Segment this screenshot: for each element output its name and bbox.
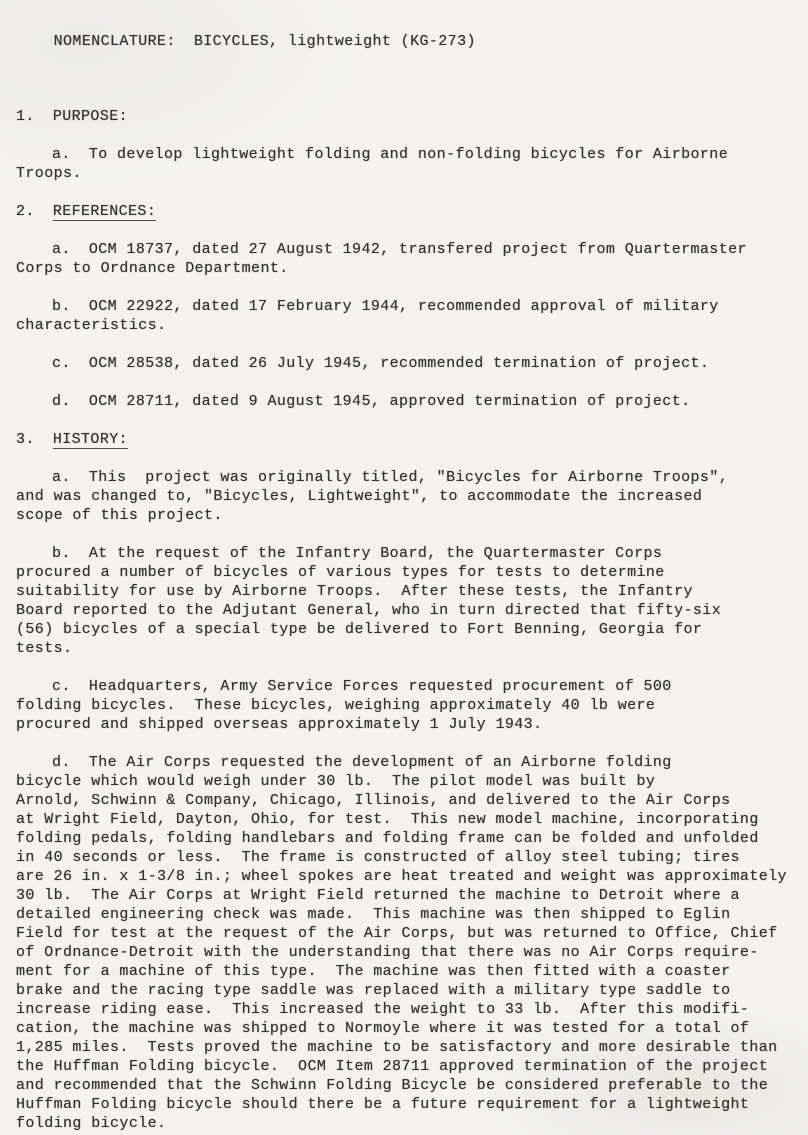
section-heading: HISTORY: (52, 431, 129, 448)
line-text: Corps to Ordnance Department. (16, 260, 289, 277)
paragraph-label: a. (52, 469, 71, 486)
paragraph-references-b (16, 297, 794, 335)
section-number: 3. (16, 431, 35, 448)
nomenclature-value: BICYCLES, lightweight (KG-273) (193, 33, 476, 50)
text-line (16, 392, 794, 411)
line-text: the Huffman Folding bicycle. OCM Item 28711 approved termination of the project (16, 1058, 769, 1075)
text-line (16, 1076, 794, 1095)
text-line (16, 487, 794, 506)
paragraph-history-c (16, 677, 794, 734)
text-line (16, 772, 794, 791)
section-history (16, 430, 794, 1133)
paragraph-history-b (16, 544, 794, 658)
line-text: characteristics. (16, 317, 167, 334)
line-text: and recommended that the Schwinn Folding Bicycle be considered preferable to the (16, 1077, 769, 1094)
line-text: scope of this project. (16, 507, 223, 524)
section-references (16, 202, 794, 411)
line-text: The Air Corps requested the development of an Airborne folding (88, 754, 672, 771)
text-line (16, 582, 794, 601)
text-line (16, 259, 794, 278)
line-text: at Wright Field, Dayton, Ohio, for test. This new model machine, incorporating (16, 811, 759, 828)
text-line (16, 297, 794, 316)
line-text: and was changed to, "Bicycles, Lightweight", to accommodate the increased (16, 488, 703, 505)
paragraph-purpose-a (16, 145, 794, 183)
line-text: folding pedals, folding handlebars and folding frame can be folded and unfolded (16, 830, 759, 847)
line-text: procured a number of bicycles of various types for tests to determine (16, 564, 665, 581)
section-purpose (16, 107, 794, 183)
text-line (16, 164, 794, 183)
paragraph-history-a (16, 468, 794, 525)
section-heading: REFERENCES: (52, 203, 157, 220)
text-line (16, 696, 794, 715)
text-line (16, 620, 794, 639)
paragraph-label: b. (52, 545, 71, 562)
document-body (16, 107, 794, 1133)
text-line (16, 677, 794, 696)
paragraph-label: a. (52, 146, 71, 163)
line-text: ment for a machine of this type. The machine was then fitted with a coaster (16, 963, 731, 980)
text-line (16, 563, 794, 582)
text-line (16, 240, 794, 259)
paragraph-label: d. (52, 393, 71, 410)
line-text: OCM 22922, dated 17 February 1944, recommended approval of military (88, 298, 719, 315)
paragraph-label: b. (52, 298, 71, 315)
line-text: Arnold, Schwinn & Company, Chicago, Illinois, and delivered to the Air Corps (16, 792, 731, 809)
text-line (16, 943, 794, 962)
line-text: At the request of the Infantry Board, the Quartermaster Corps (88, 545, 663, 562)
nomenclature-line (16, 13, 794, 70)
text-line (16, 1038, 794, 1057)
text-line (16, 145, 794, 164)
text-line (16, 1019, 794, 1038)
line-text: in 40 seconds or less. The frame is constructed of alloy steel tubing; tires (16, 849, 740, 866)
paragraph-label: c. (52, 355, 71, 372)
text-line (16, 1057, 794, 1076)
text-line (16, 1000, 794, 1019)
section-heading-line (16, 430, 794, 449)
text-line (16, 810, 794, 829)
line-text: of Ordnance-Detroit with the understanding that there was no Air Corps require- (16, 944, 759, 961)
line-text: OCM 28711, dated 9 August 1945, approved termination of project. (88, 393, 691, 410)
line-text: This project was originally titled, "Bicycles for Airborne Troops", (88, 469, 729, 486)
line-text: Field for test at the request of the Air Corps, but was returned to Office, Chief (16, 925, 778, 942)
paragraph-label: a. (52, 241, 71, 258)
text-line (16, 791, 794, 810)
text-line (16, 886, 794, 905)
section-heading-line (16, 107, 794, 126)
paragraph-references-a (16, 240, 794, 278)
text-line (16, 316, 794, 335)
line-text: detailed engineering check was made. This machine was then shipped to Eglin (16, 906, 731, 923)
text-line (16, 354, 794, 373)
line-text: tests. (16, 640, 73, 657)
paragraph-label: d. (52, 754, 71, 771)
text-line (16, 468, 794, 487)
text-line (16, 506, 794, 525)
line-text: (56) bicycles of a special type be delivered to Fort Benning, Georgia for (16, 621, 703, 638)
text-line (16, 1095, 794, 1114)
line-text: Huffman Folding bicycle should there be a future requirement for a lightweight (16, 1096, 750, 1113)
line-text: Troops. (16, 165, 82, 182)
text-line (16, 924, 794, 943)
text-line (16, 715, 794, 734)
line-text: OCM 18737, dated 27 August 1942, transfered project from Quartermaster (88, 241, 747, 258)
line-text: brake and the racing type saddle was replaced with a military type saddle to (16, 982, 731, 999)
line-text: To develop lightweight folding and non-folding bicycles for Airborne (88, 146, 729, 163)
text-line (16, 601, 794, 620)
section-number: 1. (16, 108, 35, 125)
line-text: folding bicycle. (16, 1115, 167, 1132)
paragraph-references-d (16, 392, 794, 411)
text-line (16, 829, 794, 848)
line-text: bicycle which would weigh under 30 lb. The pilot model was built by (16, 773, 656, 790)
text-line (16, 981, 794, 1000)
line-text: OCM 28538, dated 26 July 1945, recommended termination of project. (88, 355, 710, 372)
text-line (16, 905, 794, 924)
paragraph-label: c. (52, 678, 71, 695)
text-line (16, 962, 794, 981)
text-line (16, 544, 794, 563)
line-text: 1,285 miles. Tests proved the machine to be satisfactory and more desirable than (16, 1039, 778, 1056)
line-text: procured and shipped overseas approximately 1 July 1943. (16, 716, 543, 733)
line-text: Headquarters, Army Service Forces requested procurement of 500 (88, 678, 672, 695)
line-text: are 26 in. x 1-3/8 in.; wheel spokes are heat treated and weight was approximately (16, 868, 787, 885)
section-heading-line (16, 202, 794, 221)
section-heading: PURPOSE: (52, 108, 129, 125)
line-text: increase riding ease. This increased the weight to 33 lb. After this modifi- (16, 1001, 750, 1018)
line-text: Board reported to the Adjutant General, who in turn directed that fifty-six (16, 602, 722, 619)
section-number: 2. (16, 203, 35, 220)
text-line (16, 1114, 794, 1133)
paragraph-references-c (16, 354, 794, 373)
text-line (16, 753, 794, 772)
line-text: folding bicycles. These bicycles, weighing approximately 40 lb were (16, 697, 656, 714)
text-line (16, 867, 794, 886)
line-text: suitability for use by Airborne Troops. After these tests, the Infantry (16, 583, 693, 600)
text-line (16, 639, 794, 658)
line-text: 30 lb. The Air Corps at Wright Field returned the machine to Detroit where a (16, 887, 740, 904)
nomenclature-label: NOMENCLATURE: (53, 33, 176, 50)
paragraph-history-d (16, 753, 794, 1133)
text-line (16, 848, 794, 867)
line-text: cation, the machine was shipped to Normoyle where it was tested for a total of (16, 1020, 750, 1037)
